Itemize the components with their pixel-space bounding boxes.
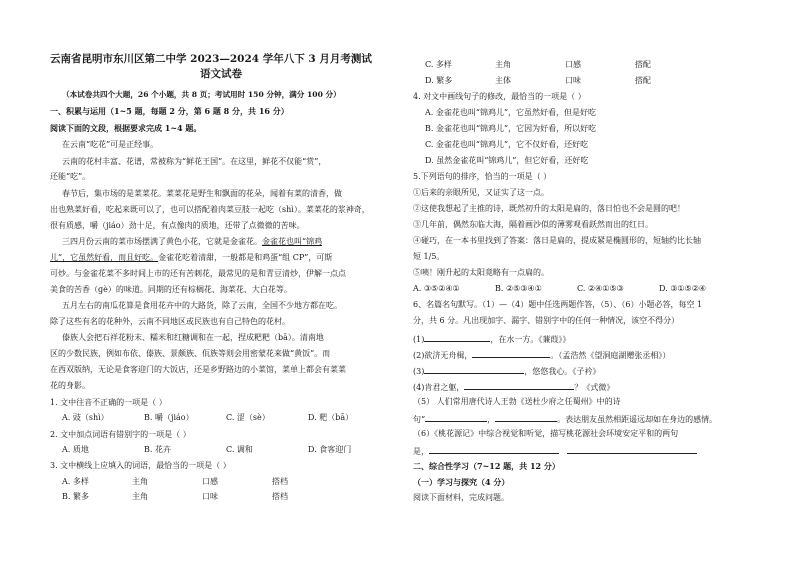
q2-option-c[interactable]: C. 调和 — [226, 445, 253, 454]
passage-p6c: 在西双版纳，无论是食客迎门的大饭店，还是乡野路边的小菜馆，菜单上都会有菜菜 — [50, 365, 346, 374]
section2-heading: 二、综合性学习（7~12 题，共 12 分） — [413, 461, 560, 471]
q2-option-d[interactable]: D. 食客迎门 — [308, 445, 352, 454]
q3-c-word2: 主角 — [495, 60, 511, 69]
q6-5-cont — [413, 413, 717, 425]
q6-1-blank[interactable] — [424, 333, 490, 342]
q4-option-d[interactable]: D. 虽然金雀花叫“锦鸡儿”，但它好看，还好吃 — [425, 156, 589, 165]
q6-6-cont — [413, 445, 697, 457]
q6-2-prefix: (2)欲济无舟楫， — [413, 351, 473, 360]
q3-a-word1: A. 多样 — [62, 477, 89, 486]
passage-p2b: 还能“吃”。 — [50, 172, 91, 181]
q1-option-c[interactable]: C. 涩（sè） — [226, 413, 270, 422]
question-6-cont: 分，共 6 分。凡出现加字、漏字、错别字中的任何一种情况，该空不得分） — [413, 316, 680, 325]
q3-c-word1: C. 多样 — [425, 60, 452, 69]
passage-p6b: 区的少数民族，例如布依、傣族、景颇族、佤族等则会用密蒙花来做“黄饭”。而 — [50, 349, 331, 358]
q5-item-2: ②这使我想起了主推的诗，既然初升的太阳是扁的，落日怕也不会是圆的吧！ — [413, 204, 685, 213]
question-4: 4. 对文中画线句子的修改，最恰当的一项是（ ） — [413, 92, 586, 101]
passage-p4a-text: 三四月份云南的菜市场摆满了黄色小花，它就是金雀花。 — [62, 237, 262, 246]
q3-option-c-row[interactable] — [425, 60, 651, 70]
q6-1-suffix: ，在水一方。《蒹葭》》 — [490, 335, 571, 344]
q3-b-word1: B. 繁多 — [62, 492, 89, 501]
q6-2-blank[interactable] — [472, 349, 550, 358]
q6-6-blank-1[interactable] — [429, 445, 559, 454]
q6-6: （6）《桃花源记》中综合视觉和听觉，描写桃花源社会环境安定平和的两句 — [413, 429, 679, 438]
q6-5-comma: ， — [487, 415, 496, 424]
exam-title-line1: 云南省昆明市东川区第二中学 2023—2024 学年八下 3 月月考测试 — [50, 53, 372, 65]
passage-p3b: 出也熟菜好看，吃起来既可以了，也可以搭配着肉菜豆肢一起吃（shì）。菜菜花的浆神奇， — [50, 205, 370, 214]
q5-item-1: ①后来的亲眼所见，又证实了这一点。 — [413, 188, 549, 197]
reading-intro: 阅读下面的文段，根据要求完成 1~4 题。 — [50, 123, 202, 133]
q5-option-c[interactable]: C. ②④①⑤③ — [577, 284, 624, 293]
q3-d-word1: D. 繁多 — [425, 76, 453, 85]
q6-3 — [413, 365, 600, 377]
q3-b-word2: 主角 — [132, 492, 148, 501]
q6-6-blank-2[interactable] — [567, 445, 697, 454]
q6-4-prefix: (4)肯君之躯， — [413, 383, 465, 392]
q6-5-suffix: 。表达朋友虽然相距遥远却如在身边的感情。 — [557, 415, 718, 424]
q3-d-word3: 口味 — [565, 76, 581, 85]
question-3: 3. 文中横线上应填入的词语，最恰当的一项是（ ） — [50, 461, 231, 470]
underlined-sentence-part2: 儿”，它虽然好看，而且好吃。 — [50, 253, 159, 262]
question-1-options — [62, 413, 353, 423]
exam-title-line2: 语文试卷 — [200, 68, 242, 80]
q4-option-b[interactable]: B. 金雀花也叫“锦鸡儿”，它因为好看，所以好吃 — [425, 124, 597, 133]
q3-d-word2: 主体 — [495, 76, 511, 85]
q5-item-4: ④碰巧，在一本书里找到了答案：落日是扁的，提成紧是椭圆形的，短轴约比长轴 — [413, 236, 701, 245]
q5-item-4-cont: 短 1/5。 — [413, 252, 445, 261]
passage-p5a: 五月左右的南瓜花算是食用花卉中的大路货，除了云南，全国不少地方都在吃。 — [62, 301, 342, 310]
exam-instructions: （本试卷共四个大题，26 个小题，共 8 页；考试用时 150 分钟，满分 100 分） — [62, 90, 341, 99]
q1-option-a[interactable]: A. 豉（shì） — [62, 413, 109, 422]
q6-6-prefix: 是， — [413, 447, 429, 456]
passage-p2a: 云南的花村丰富、花谱，常被称为“鲜花王国”。在这里，鲜花不仅能“赏”， — [62, 157, 327, 166]
passage-p4d: 美食的苦香（ɡè）的味道。同期的还有棕榈花、海菜花、大白花等。 — [50, 285, 292, 294]
q6-4 — [413, 381, 614, 393]
passage-p3c: 很有质感，嚼（jiáo）劲十足，有点像肉的质地，还带了点微微的苦味。 — [50, 221, 305, 230]
q6-1-prefix: (1) — [413, 335, 425, 344]
q6-4-blank[interactable] — [464, 381, 574, 390]
q3-option-d-row[interactable] — [425, 76, 651, 86]
q3-a-word3: 口感 — [202, 477, 218, 486]
q6-2-suffix: 。（孟浩然《望洞庭湖赠张丞相》） — [550, 351, 671, 360]
question-5-options — [413, 284, 706, 294]
q1-option-d[interactable]: D. 粑（bā） — [308, 413, 354, 422]
q2-option-b[interactable]: B. 花卉 — [144, 445, 171, 454]
q6-2 — [413, 349, 670, 361]
q5-option-b[interactable]: B. ②⑤③④① — [495, 284, 542, 293]
q2-option-a[interactable]: A. 质地 — [62, 445, 89, 454]
passage-p6a: 傣族人会把石祥花粉末、糯米和红糖调和在一起，捏成粑粑（bā）。清南地 — [62, 333, 324, 342]
q6-3-suffix: ，悠悠我心。《子衿》 — [524, 367, 601, 376]
q3-c-word4: 搭配 — [635, 60, 651, 69]
question-1: 1. 文中往音不正确的一项是（ ） — [50, 398, 167, 407]
q1-option-b[interactable]: B. 嚼（jiáo） — [144, 413, 194, 422]
q6-4-suffix: ？《式微》 — [574, 383, 615, 392]
passage-p1: 在云南“吃花”可是正经事。 — [62, 140, 159, 149]
underlined-sentence-part1: 金雀花也叫“锦鸡 — [262, 237, 323, 246]
q6-5-blank-2[interactable] — [495, 413, 557, 422]
q6-5-prefix: 句“ — [413, 415, 426, 424]
q4-option-a[interactable]: A. 金雀花也叫“锦鸡儿”，它虽然好看，但是好吃 — [425, 108, 597, 117]
q4-option-c[interactable]: C. 金雀花也叫“锦鸡儿”，它不仅好看，还好吃 — [425, 140, 589, 149]
q3-d-word4: 搭配 — [635, 76, 651, 85]
passage-p5b: 除了这些有名的花种外，云南不同地区或民族也有自己特色的花村。 — [50, 317, 290, 326]
q3-b-word4: 搭档 — [272, 492, 288, 501]
q5-item-3: ③几年前，偶然东临大海，隔着画沙似的薄雾观看跃然而出的红日。 — [413, 220, 653, 229]
q3-b-word3: 口味 — [202, 492, 218, 501]
q3-a-word4: 搭档 — [272, 477, 288, 486]
q5-option-d[interactable]: D. ③①⑤②④ — [659, 284, 707, 293]
q3-option-a-row[interactable] — [62, 477, 288, 487]
question-6: 6、名篇名句默写。（1）—（4）题中任选两题作答，（5）、（6）小题必答，每空 1 — [413, 300, 703, 309]
passage-p6d: 花的身影。 — [50, 381, 90, 390]
passage-p3a: 春节后，集市场的是菜菜花。菜菜花是野生和飘面的花朵，闻着有菜的清香，做 — [62, 189, 342, 198]
q3-c-word3: 口感 — [565, 60, 581, 69]
q6-3-prefix: (3) — [413, 367, 425, 376]
passage-p4a — [62, 237, 322, 247]
question-2: 2. 文中加点词语有错别字的一项是（ ） — [50, 430, 191, 439]
q6-5: （5） 人们常用唐代诗人王勃《送杜少府之任蜀州》中的诗 — [413, 397, 621, 406]
subsection-1-heading: （一）学习与探究（4 分） — [413, 477, 510, 487]
q6-5-blank-1[interactable] — [425, 413, 487, 422]
q6-3-blank[interactable] — [424, 365, 524, 374]
section1-heading: 一、积累与运用（1~5 题，每题 2 分，第 6 题 8 分，共 16 分） — [50, 106, 289, 116]
passage-p4b — [50, 253, 332, 263]
q5-option-a[interactable]: A. ③⑤②④① — [413, 284, 460, 293]
q5-item-5: ⑤咦！刚升起的太阳竟略有一点扁的。 — [413, 268, 549, 277]
q6-1 — [413, 333, 570, 345]
q3-a-word2: 主角 — [132, 477, 148, 486]
passage-p4c: 可炒。与金雀花菜不多时间上市的还有苦刺花，最常见的是和青豆清炒，伊解一点点 — [50, 269, 346, 278]
passage-p4b-text: 金雀花吃着清甜，一般都是和鸡蛋“组 CP”，可斯 — [158, 253, 333, 262]
subsection-1-intro: 阅读下面材料，完成问题。 — [413, 493, 509, 502]
question-5: 5.下列语句的排序，恰当的一项是（ ） — [413, 172, 552, 181]
q3-option-b-row[interactable] — [62, 492, 288, 502]
question-2-options — [62, 445, 351, 455]
